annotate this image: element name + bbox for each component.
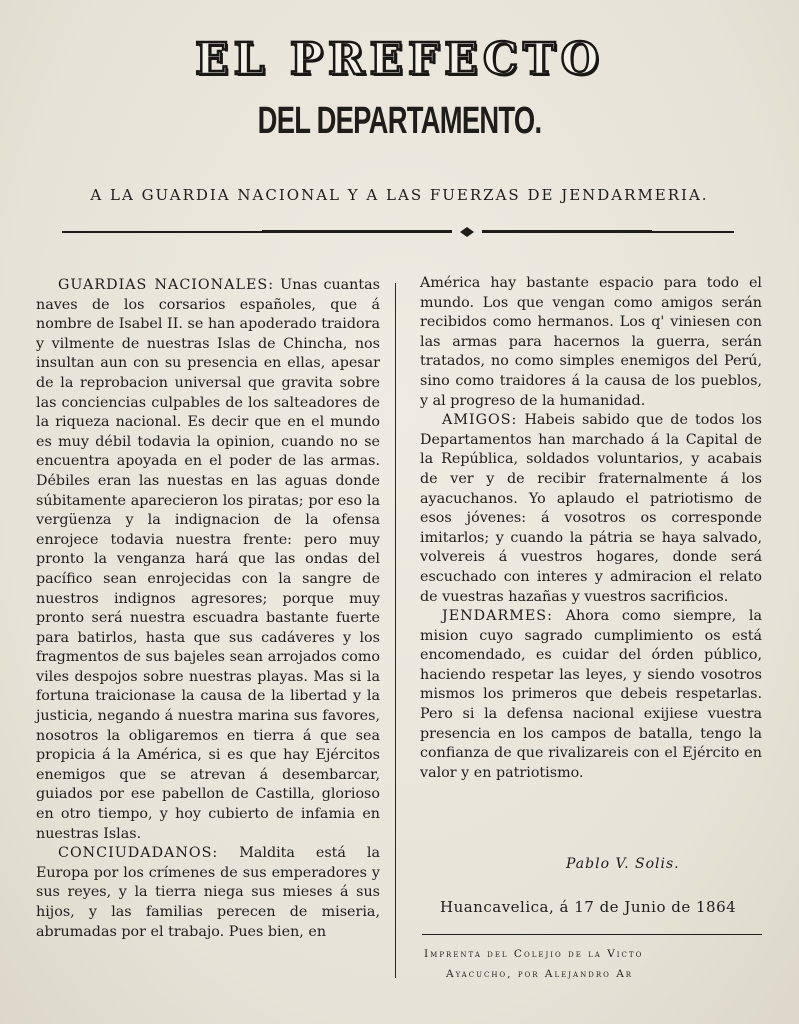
rule-line-right bbox=[482, 231, 734, 233]
rule-line-left-thick bbox=[262, 230, 452, 233]
paragraph-jendarmes bbox=[420, 607, 762, 783]
page-subtitle: DEL DEPARTAMENTO. bbox=[257, 100, 542, 142]
column-divider bbox=[395, 283, 396, 978]
lead-guardias: GUARDIAS NACIONALES: bbox=[58, 277, 275, 293]
imprint-line-2: Ayacucho, por Alejandro Ar bbox=[446, 968, 634, 980]
diamond-ornament-icon bbox=[460, 227, 474, 237]
dateline: Huancavelica, á 17 de Junio de 1864 bbox=[440, 898, 737, 916]
paragraph-amigos bbox=[420, 411, 762, 607]
page-title: EL PREFECTO bbox=[195, 34, 604, 85]
paragraph-conciudadanos-cont bbox=[420, 274, 762, 411]
address-line: A LA GUARDIA NACIONAL Y A LAS FUERZAS DE JENDARMERIA. bbox=[90, 186, 709, 204]
imprint-rule bbox=[422, 934, 762, 935]
paragraph-guardias bbox=[36, 276, 380, 844]
paragraph-conciudadanos bbox=[36, 844, 380, 942]
lead-jendarmes: JENDARMES: bbox=[442, 608, 553, 625]
imprint bbox=[424, 944, 784, 984]
imprint-line-1: Imprenta del Colejio de la Victo bbox=[424, 948, 644, 960]
text-amigos: Habeis sabido que de todos los Departamentos han marchado á la Capital de la República, soldados voluntarios, y acabais de ver y de recibir fraternalmente á los ayacuchanos. Yo aplaudo el patriotismo de esos jóvenes: á vosotros os corresponde imitarlos; y cuando la pátria se haya salvado, volvereis á vuestros hogares, donde será escuchado con interes y admiracion el relato de vuestras hazañas y vuestros sacrificios. bbox=[420, 412, 762, 605]
lead-amigos: AMIGOS: bbox=[442, 412, 518, 429]
text-guardias: Unas cuantas naves de los corsarios españoles, que á nombre de Isabel II. se han apoderado traidora y vilmente de nuestras Islas de Chincha, nos insultan aun con su presencia en ellas, apesar de la reprobacion universal que gravita sobre las conciencias culpables de los salteadores de la riqueza nacional. Es decir que en el mundo es muy débil todavia la opinion, cuando no se encuentra apoyada en el poder de las armas. Débiles eran las nuestas en las aguas donde súbitamente aparecieron los piratas; por eso la vergüenza y la indignacion de la ofensa enrojece todavia nuestra frente: pero muy pronto la venganza hará que las ondas del pacífico sean enrojecidas con la sangre de nuestros indignos agresores; porque muy pronto será nuestra escuadra bastante fuerte para batirlos, hasta que sus cadáveres y los fragmentos de sus bajeles sean arrojados como viles despojos sobre nuestras playas. Mas si la fortuna traicionase la causa de la libertad y la justicia, negando á nuestra marina sus favores, nosotros la obligaremos en tierra á que sea propicia á la América, si es que hay Ejércitos enemigos que se atrevan á desembarcar, guiados por ese pabellon de Castilla, glorioso en otro tiempo, y hoy cubierto de infamia en nuestras Islas. bbox=[36, 277, 380, 842]
text-conciudadanos-part2: América hay bastante espacio para todo el mundo. Los que vengan como amigos serán recibidos como hermanos. Los q' viniesen con las armas para hacernos la guerra, serán tratados, no como simples enemigos del Perú, sino como traidores á la causa de los pueblos, y al progreso de la humanidad. bbox=[420, 275, 762, 409]
text-column-left bbox=[36, 276, 380, 942]
text-conciudadanos-part1: Maldita está la Europa por los crímenes de sus emperadores y sus reyes, y la tierra niega sus mieses á sus hijos, y las familias perecen de miseria, abrumadas por el trabajo. Pues bien, en bbox=[36, 845, 381, 940]
lead-conciudadanos: CONCIUDADANOS: bbox=[58, 845, 219, 862]
text-jendarmes: Ahora como siempre, la mision cuyo sagrado cumplimiento os está encomendado, es cuidar del órden público, haciendo respetar las leyes, y siendo vosotros mismos los primeros que debeis respetarlas. Pero si la defensa nacional exijiese vuestra presencia en los campos de batalla, tengo la confianza de que rivalizareis con el Ejército en valor y en patriotismo. bbox=[420, 608, 762, 781]
text-column-right bbox=[420, 274, 762, 783]
ornamental-rule bbox=[62, 230, 734, 234]
signature: Pablo V. Solis. bbox=[566, 856, 680, 872]
